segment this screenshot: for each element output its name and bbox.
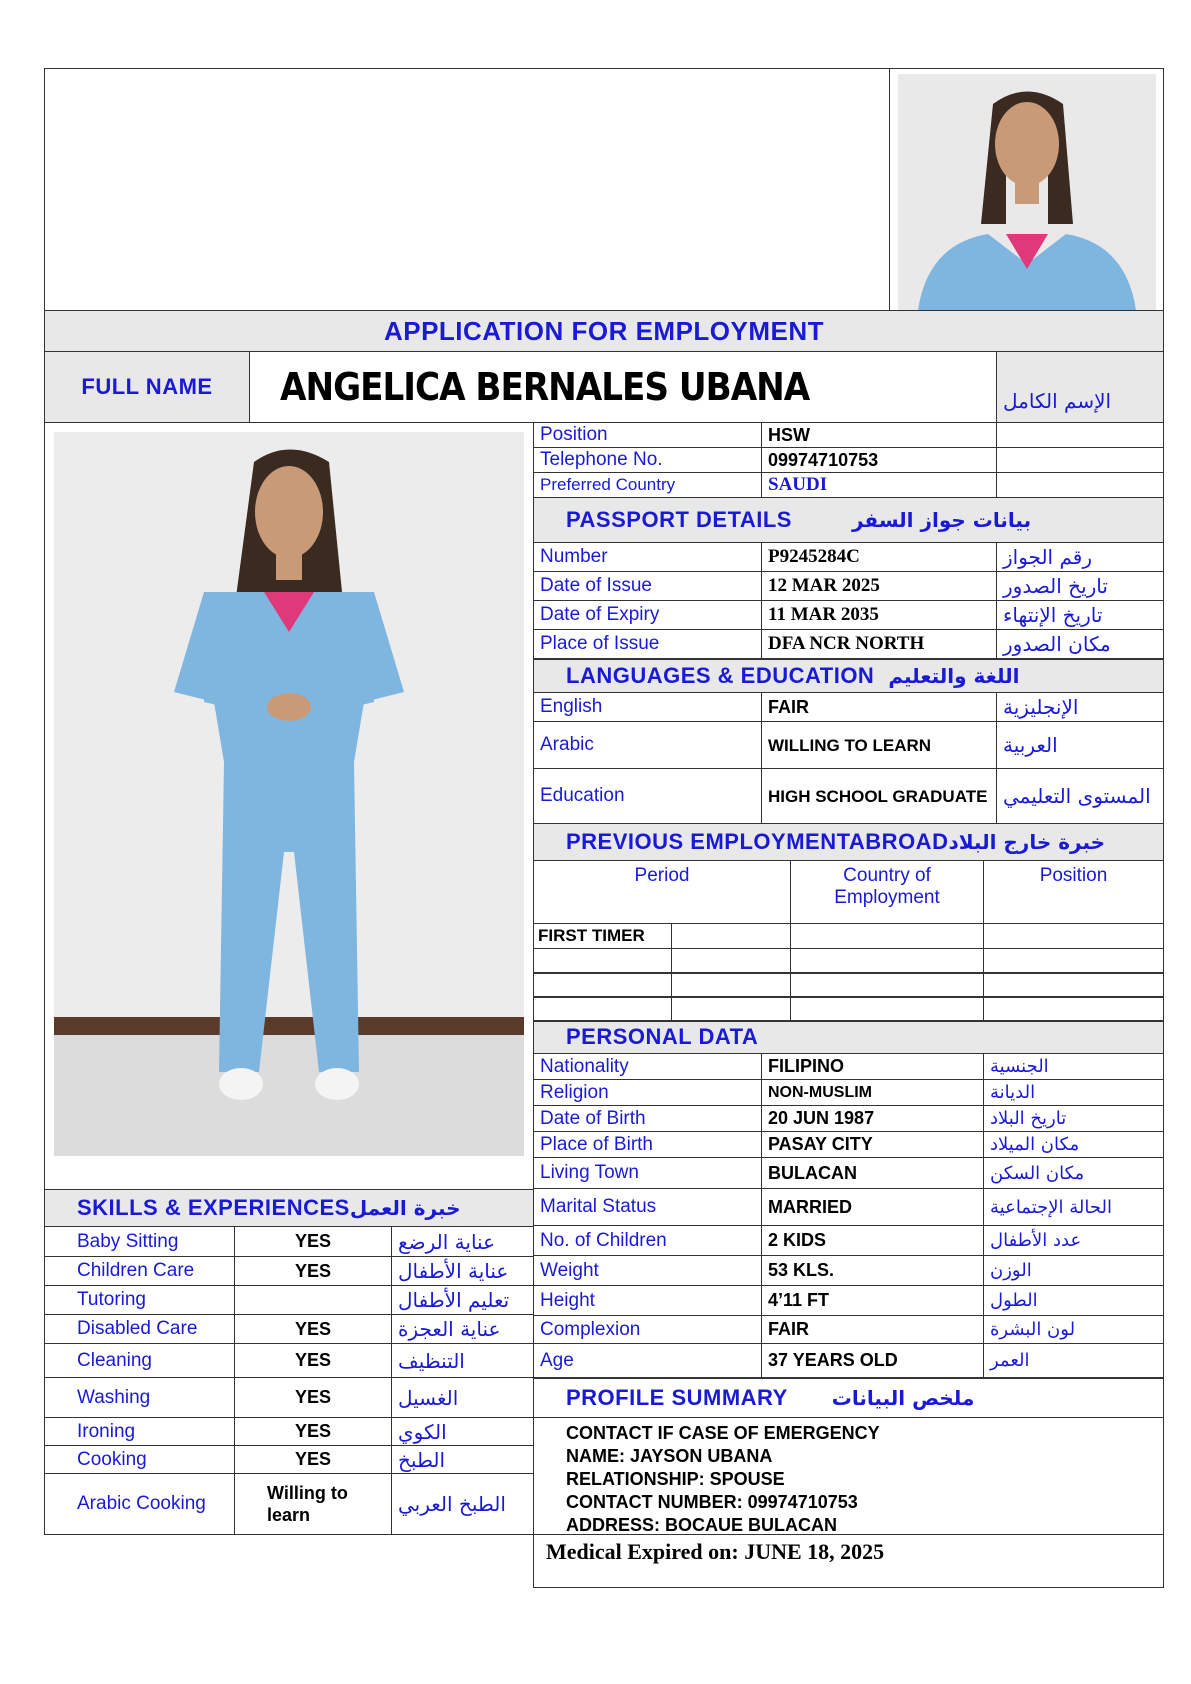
language-arabic: العربية	[996, 721, 1164, 769]
skill-arabic: تعليم الأطفال	[391, 1285, 534, 1315]
emergency-line-5: ADDRESS: BOCAUE BULACAN	[566, 1515, 838, 1535]
personal-value: FILIPINO	[761, 1053, 984, 1080]
personal-value: PASAY CITY	[761, 1131, 984, 1158]
personal-label: Marital Status	[533, 1188, 762, 1226]
position-label: Position	[533, 422, 762, 448]
personal-label: Complexion	[533, 1315, 762, 1344]
skills-header	[44, 1189, 534, 1227]
skill-label: Ironing	[44, 1417, 235, 1446]
profile-summary-header	[533, 1378, 1164, 1418]
profile-summary-title: PROFILE SUMMARY	[566, 1385, 788, 1410]
previous-row-period-a: FIRST TIMER	[533, 923, 672, 949]
emergency-line-3: RELATIONSHIP: SPOUSE	[566, 1469, 785, 1489]
position-value: HSW	[761, 422, 997, 448]
personal-arabic: مكان الميلاد	[983, 1131, 1164, 1158]
skills-title-ar: خبرة العمل	[349, 1196, 461, 1220]
previous-row-position	[983, 948, 1164, 974]
skill-value: Willing to learn	[234, 1473, 392, 1535]
passport-value: 12 MAR 2025	[761, 571, 997, 601]
personal-arabic: الحالة الإجتماعية	[983, 1188, 1164, 1226]
skill-value: YES	[234, 1256, 392, 1286]
personal-data-title: PERSONAL DATA	[566, 1024, 759, 1049]
skill-value: YES	[234, 1226, 392, 1257]
personal-arabic: الوزن	[983, 1255, 1164, 1286]
personal-value: FAIR	[761, 1315, 984, 1344]
passport-value: DFA NCR NORTH	[761, 629, 997, 659]
skill-value: YES	[234, 1445, 392, 1474]
language-value: FAIR	[761, 692, 997, 722]
previous-row-country	[790, 948, 984, 974]
skill-label: Cooking	[44, 1445, 235, 1474]
language-value: HIGH SCHOOL GRADUATE	[761, 768, 997, 824]
previous-row-period-a	[533, 996, 672, 1022]
full-body-photo	[54, 432, 524, 1156]
personal-value: 2 KIDS	[761, 1225, 984, 1256]
skill-label: Arabic Cooking	[44, 1473, 235, 1535]
personal-arabic: مكان السكن	[983, 1157, 1164, 1189]
passport-label: Number	[533, 542, 762, 572]
languages-title: LANGUAGES & EDUCATION	[566, 663, 875, 688]
personal-arabic: عدد الأطفال	[983, 1225, 1164, 1256]
skill-label: Baby Sitting	[44, 1226, 235, 1257]
passport-arabic: تاريخ الإنتهاء	[996, 600, 1164, 630]
page-title: APPLICATION FOR EMPLOYMENT	[44, 310, 1164, 352]
passport-value: 11 MAR 2035	[761, 600, 997, 630]
personal-data-header	[533, 1020, 1164, 1054]
skill-value	[234, 1285, 392, 1315]
personal-value: NON-MUSLIM	[761, 1079, 984, 1106]
skill-value: YES	[234, 1417, 392, 1446]
col-position: Position	[983, 860, 1164, 924]
personal-value: BULACAN	[761, 1157, 984, 1189]
personal-value: 20 JUN 1987	[761, 1105, 984, 1132]
personal-value: 37 YEARS OLD	[761, 1343, 984, 1378]
personal-value: MARRIED	[761, 1188, 984, 1226]
previous-row-country	[790, 972, 984, 998]
telephone-label: Telephone No.	[533, 447, 762, 473]
telephone-ar-cell	[996, 447, 1164, 473]
personal-arabic: لون البشرة	[983, 1315, 1164, 1344]
skill-label: Disabled Care	[44, 1314, 235, 1344]
skill-arabic: عناية الأطفال	[391, 1256, 534, 1286]
skill-arabic: عناية الرضع	[391, 1226, 534, 1257]
previous-row-country	[790, 996, 984, 1022]
personal-arabic: الديانة	[983, 1079, 1164, 1106]
languages-title-ar: اللغة والتعليم	[888, 664, 1020, 688]
personal-label: Height	[533, 1285, 762, 1316]
passport-label: Place of Issue	[533, 629, 762, 659]
personal-label: Date of Birth	[533, 1105, 762, 1132]
language-arabic: المستوى التعليمي	[996, 768, 1164, 824]
personal-label: Living Town	[533, 1157, 762, 1189]
previous-row-period-b	[671, 996, 791, 1022]
skill-arabic: الطبخ العربي	[391, 1473, 534, 1535]
previous-row-period-a	[533, 948, 672, 974]
language-label: Arabic	[533, 721, 762, 769]
medical-box: Medical Expired on: JUNE 18, 2025	[533, 1534, 1164, 1588]
personal-label: Religion	[533, 1079, 762, 1106]
personal-label: Weight	[533, 1255, 762, 1286]
country-ar-cell	[996, 472, 1164, 498]
position-ar-cell	[996, 422, 1164, 448]
col-period: Period	[533, 860, 791, 924]
personal-arabic: تاريخ البلاد	[983, 1105, 1164, 1132]
language-label: Education	[533, 768, 762, 824]
col-country: Country of Employment	[790, 860, 984, 924]
passport-value: P9245284C	[761, 542, 997, 572]
personal-arabic: الجنسية	[983, 1053, 1164, 1080]
skill-arabic: الكوي	[391, 1417, 534, 1446]
previous-row-country	[790, 923, 984, 949]
personal-arabic: الطول	[983, 1285, 1164, 1316]
full-name-value: ANGELICA BERNALES UBANA	[249, 351, 997, 423]
passport-title: PASSPORT DETAILS	[566, 507, 792, 532]
passport-arabic: تاريخ الصدور	[996, 571, 1164, 601]
skill-arabic: الطبخ	[391, 1445, 534, 1474]
full-name-label: FULL NAME	[44, 351, 250, 423]
top-photo-divider	[889, 68, 890, 311]
emergency-contact-box	[533, 1417, 1164, 1535]
previous-row-period-b	[671, 923, 791, 949]
skill-value: YES	[234, 1314, 392, 1344]
passport-title-ar: بيانات جواز السفر	[851, 508, 1032, 532]
previous-row-position	[983, 972, 1164, 998]
previous-row-period-b	[671, 948, 791, 974]
passport-arabic: رقم الجواز	[996, 542, 1164, 572]
previous-employment-header	[533, 823, 1164, 861]
personal-value: 53 KLS.	[761, 1255, 984, 1286]
country-label: Preferred Country	[533, 472, 762, 498]
previous-row-position	[983, 996, 1164, 1022]
skills-title: SKILLS & EXPERIENCES	[77, 1195, 350, 1220]
skill-arabic: الغسيل	[391, 1377, 534, 1418]
languages-header	[533, 659, 1164, 693]
personal-label: Age	[533, 1343, 762, 1378]
previous-employment-title-ar: خبرة خارج البلاد	[948, 830, 1106, 854]
country-value: SAUDI	[761, 472, 997, 498]
skill-arabic: عناية العجزة	[391, 1314, 534, 1344]
skill-arabic: التنظيف	[391, 1343, 534, 1378]
emergency-line-2: NAME: JAYSON UBANA	[566, 1446, 773, 1466]
full-name-arabic: الإسم الكامل	[996, 351, 1164, 423]
headshot-illustration	[898, 74, 1156, 310]
previous-row-period-a	[533, 972, 672, 998]
previous-row-period-b	[671, 972, 791, 998]
passport-label: Date of Expiry	[533, 600, 762, 630]
passport-arabic: مكان الصدور	[996, 629, 1164, 659]
skill-label: Children Care	[44, 1256, 235, 1286]
passport-label: Date of Issue	[533, 571, 762, 601]
personal-label: Place of Birth	[533, 1131, 762, 1158]
skill-label: Washing	[44, 1377, 235, 1418]
skill-label: Tutoring	[44, 1285, 235, 1315]
skill-value: YES	[234, 1343, 392, 1378]
previous-employment-title: PREVIOUS EMPLOYMENTABROAD	[566, 829, 949, 854]
headshot-photo	[898, 74, 1156, 310]
emergency-line-4: CONTACT NUMBER: 09974710753	[566, 1492, 858, 1512]
personal-arabic: العمر	[983, 1343, 1164, 1378]
personal-value: 4’11 FT	[761, 1285, 984, 1316]
personal-label: No. of Children	[533, 1225, 762, 1256]
skill-value: YES	[234, 1377, 392, 1418]
skill-label: Cleaning	[44, 1343, 235, 1378]
language-arabic: الإنجليزية	[996, 692, 1164, 722]
personal-label: Nationality	[533, 1053, 762, 1080]
language-value: WILLING TO LEARN	[761, 721, 997, 769]
previous-row-position	[983, 923, 1164, 949]
telephone-value: 09974710753	[761, 447, 997, 473]
profile-summary-title-ar: ملخص البيانات	[831, 1386, 975, 1410]
passport-header	[533, 497, 1164, 543]
language-label: English	[533, 692, 762, 722]
emergency-line-1: CONTACT IF CASE OF EMERGENCY	[566, 1423, 880, 1443]
full-body-illustration	[54, 432, 524, 1156]
